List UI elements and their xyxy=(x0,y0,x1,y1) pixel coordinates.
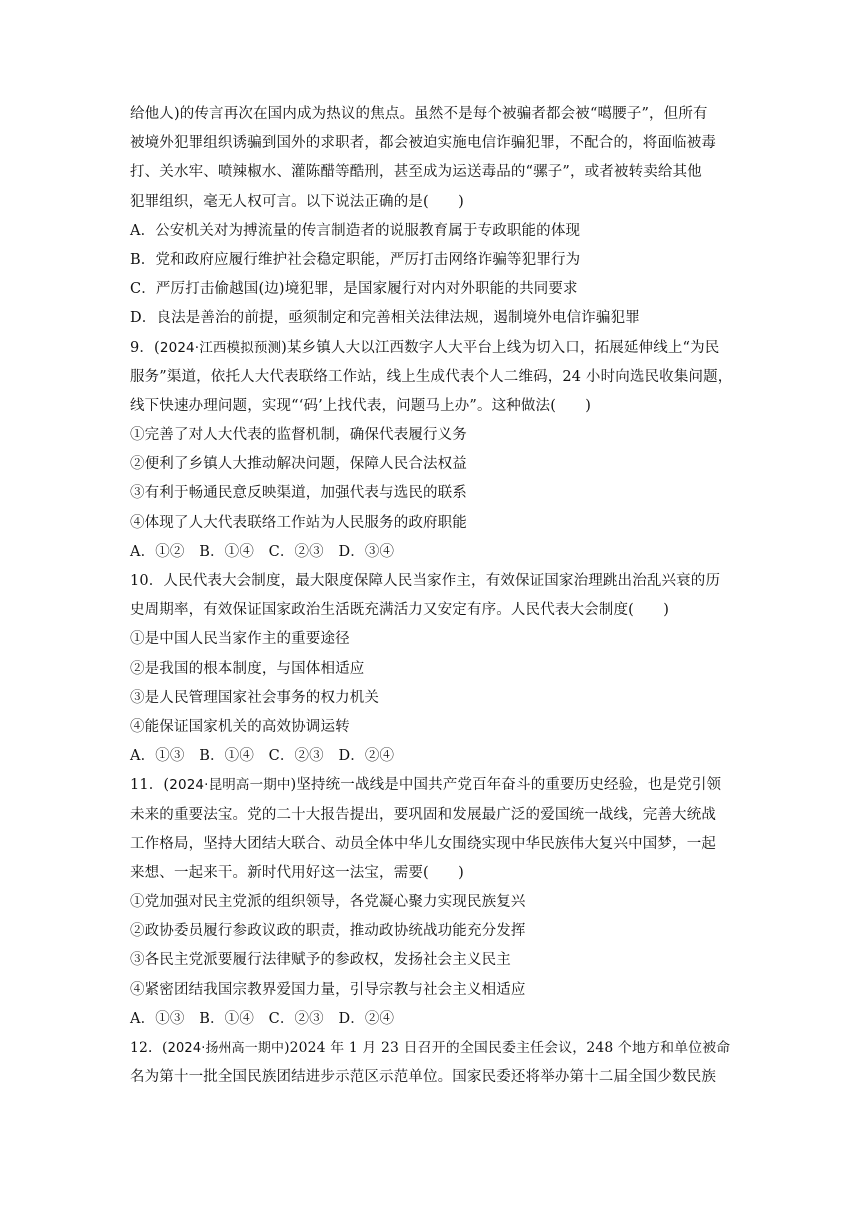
q9-number: 9．( xyxy=(130,339,160,356)
q10-item-2: ②是我国的根本制度，与国体相适应 xyxy=(130,660,365,677)
q12-stem-line: 名为第十一批全国民族团结进步示范区示范单位。国家民委还将举办第十二届全国少数民族 xyxy=(130,1069,716,1086)
q10-answer-options: A．①③ B．①④ C．②③ D．②④ xyxy=(130,748,395,765)
q12-source: 2024·扬州高一期中 xyxy=(167,1041,285,1056)
q9-answer-options: A．①② B．①④ C．②③ D．③④ xyxy=(130,543,395,560)
q11-answer-options: A．①③ B．①④ C．②③ D．②④ xyxy=(130,1010,395,1027)
q10-stem-line: 10．人民代表大会制度，最大限度保障人民当家作主，有效保证国家治理跳出治乱兴衰的历 xyxy=(130,573,721,589)
q12-stem-start: )2024 年 1 月 23 日召开的全国民委主任会议，248 个地方和单位被命 xyxy=(284,1040,731,1056)
q8-option-b: B．党和政府应履行维护社会稳定职能，严厉打击网络诈骗等犯罪行为 xyxy=(130,251,581,268)
q11-source: 2024·昆明高一期中 xyxy=(169,777,291,794)
q9-item-2: ②便利了乡镇人大推动解决问题，保障人民合法权益 xyxy=(130,456,467,473)
q9-stem-start: )某乡镇人大以江西数字人大平台上线为切入口，拓展延伸线上“为民 xyxy=(281,339,720,356)
q10-item-3: ③是人民管理国家社会事务的权力机关 xyxy=(130,689,380,706)
q8-stem-line: 被境外犯罪组织诱骗到国外的求职者，都会被迫实施电信诈骗犯罪，不配合的，将面临被毒 xyxy=(130,135,716,152)
question-10 xyxy=(130,567,734,771)
q10-item-1: ①是中国人民当家作主的重要途径 xyxy=(130,631,350,648)
q11-item-2: ②政协委员履行参政议政的职责，推动政协统战功能充分发挥 xyxy=(130,923,526,940)
question-12 xyxy=(130,1034,734,1092)
question-9 xyxy=(130,334,734,568)
q8-option-d: D．良法是善治的前提，亟须制定和完善相关法律法规，遏制境外电信诈骗犯罪 xyxy=(130,310,640,327)
question-8 xyxy=(130,100,734,334)
q9-item-3: ③有利于畅通民意反映渠道，加强代表与选民的联系 xyxy=(130,485,467,502)
q9-stem-line: 线下快速办理问题，实现“‘码’上找代表，问题马上办”。这种做法( ) xyxy=(130,397,592,414)
q12-number: 12．( xyxy=(130,1040,168,1056)
q8-stem-line: 打、关水牢、喷辣椒水、灌陈醋等酷刑，甚至成为运送毒品的“骡子”，或者被转卖给其他 xyxy=(130,164,702,181)
q10-item-4: ④能保证国家机关的高效协调运转 xyxy=(130,718,350,735)
q11-stem-line: 工作格局，坚持大团结大联合、动员全体中华儿女围绕实现中华民族伟大复兴中国梦，一起 xyxy=(130,835,716,852)
exam-page xyxy=(130,100,734,1092)
q9-item-1: ①完善了对人大代表的监督机制，确保代表履行义务 xyxy=(130,427,467,444)
q11-stem-line: 未来的重要法宝。党的二十大报告提出，要巩固和发展最广泛的爱国统一战线，完善大统战 xyxy=(130,806,716,823)
q10-stem-line: 史周期率，有效保证国家政治生活既充满活力又安定有序。人民代表大会制度( ) xyxy=(130,602,670,619)
q9-stem-line: 服务”渠道，依托人大代表联络工作站，线上生成代表个人二维码，24 小时向选民收集问题， xyxy=(130,368,733,385)
question-11 xyxy=(130,771,734,1034)
q8-option-c: C．严厉打击偷越国(边)境犯罪，是国家履行对内对外职能的共同要求 xyxy=(130,281,578,298)
q11-stem-start: )坚持统一战线是中国共产党百年奋斗的重要历史经验，也是党引领 xyxy=(290,777,722,794)
q8-stem-line: 犯罪组织，毫无人权可言。以下说法正确的是( ) xyxy=(130,193,464,210)
q11-item-1: ①党加强对民主党派的组织领导，各党凝心聚力实现民族复兴 xyxy=(130,894,526,911)
q9-stem-first-line xyxy=(130,334,734,363)
q9-item-4: ④体现了人大代表联络工作站为人民服务的政府职能 xyxy=(130,514,467,531)
q9-source: 2024·江西模拟预测 xyxy=(159,339,282,356)
q12-stem-first-line xyxy=(130,1034,734,1063)
q11-item-3: ③各民主党派要履行法律赋予的参政权，发扬社会主义民主 xyxy=(130,952,511,969)
q11-number: 11．( xyxy=(130,777,170,794)
q8-stem-line: 给他人)的传言再次在国内成为热议的焦点。虽然不是每个被骗者都会被“噶腰子”，但所有 xyxy=(130,106,708,122)
q8-option-a: A．公安机关对为搏流量的传言制造者的说服教育属于专政职能的体现 xyxy=(130,222,581,239)
q11-stem-line: 来想、一起来干。新时代用好这一法宝，需要( ) xyxy=(130,864,464,881)
q11-stem-first-line xyxy=(130,771,734,800)
q11-item-4: ④紧密团结我国宗教界爱国力量，引导宗教与社会主义相适应 xyxy=(130,981,526,998)
